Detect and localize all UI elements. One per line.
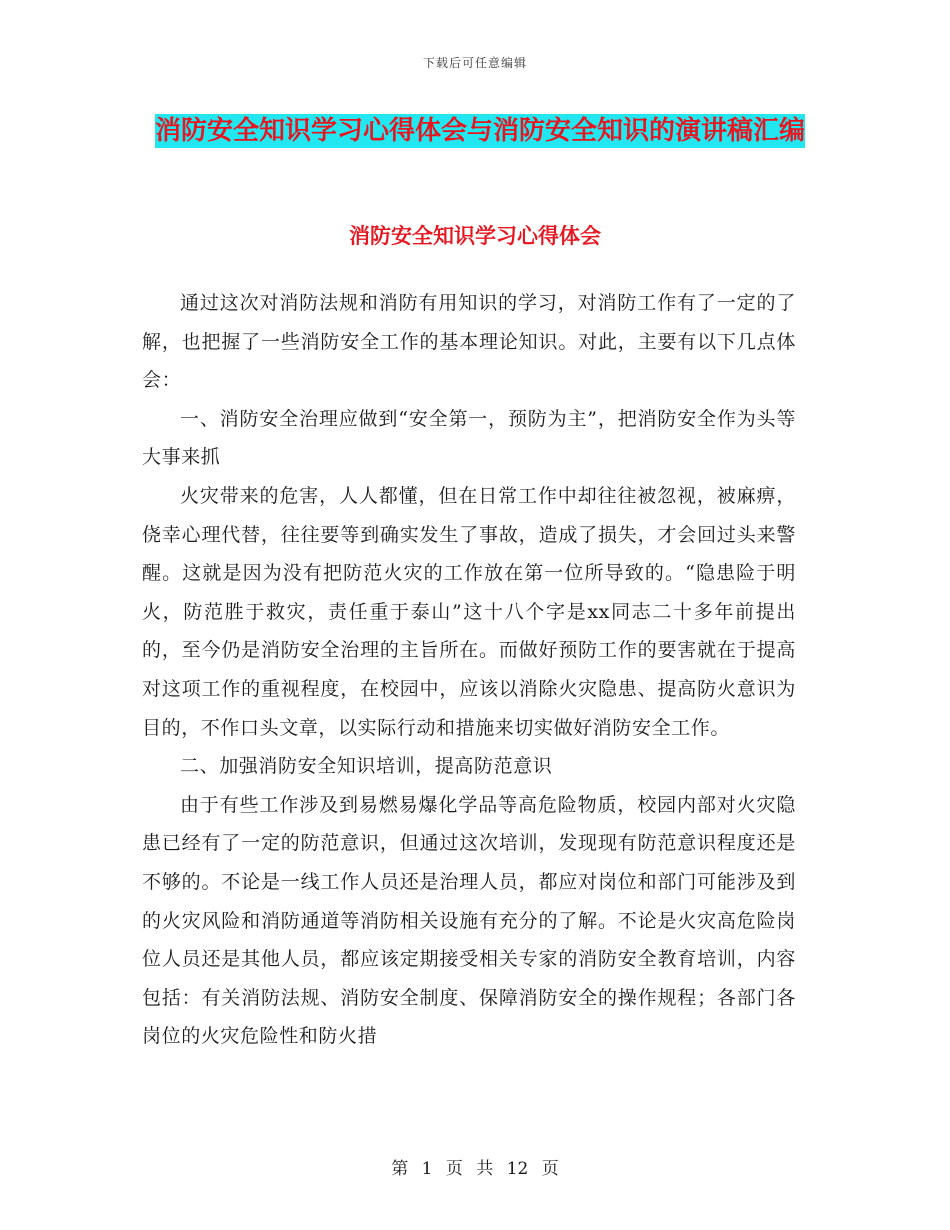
current-page-number: 1	[421, 1159, 433, 1179]
document-title	[150, 108, 810, 154]
total-pages-number: 12	[506, 1159, 529, 1179]
footer-label-total: 共	[476, 1159, 494, 1179]
section-title: 消防安全知识学习心得体会	[349, 224, 601, 248]
footer-label-unit: 页	[445, 1159, 463, 1179]
paragraph: 火灾带来的危害，人人都懂，但在日常工作中却往往被忽视，被麻痹，侥幸心理代替，往往要等到确实发生了事故，造成了损失，才会回过头来警醒。这就是因为没有把防范火灾的工作放在第一位所导致的。“隐患险于明火，防范胜于救灾，责任重于泰山”这十八个字是xx同志二十多年前提出的，至今仍是消防安全治理的主旨所在。而做好预防工作的要害就在于提高对这项工作的重视程度，在校园中，应该以消除火灾隐患、提高防火意识为目的，不作口头文章，以实际行动和措施来切实做好消防安全工作。	[142, 484, 796, 739]
footer-label-page: 第	[391, 1159, 409, 1179]
header-note: 下载后可任意编辑	[422, 56, 527, 70]
paragraph: 二、加强消防安全知识培训，提高防范意识	[180, 755, 553, 778]
paragraph: 由于有些工作涉及到易燃易爆化学品等高危险物质，校园内部对火灾隐患已经有了一定的防范意识，但通过这次培训，发现现有防范意识程度还是不够的。不论是一线工作人员还是治理人员，都应对岗位和部门可能涉及到的火灾风险和消防通道等消防相关设施有充分的了解。不论是火灾高危险岗位人员还是其他人员，都应该定期接受相关专家的消防安全教育培训，内容包括：有关消防法规、消防安全制度、保障消防安全的操作规程；各部门各岗位的火灾危险性和防火措	[142, 793, 796, 1048]
paragraph: 通过这次对消防法规和消防有用知识的学习，对消防工作有了一定的了解，也把握了一些消防安全工作的基本理论知识。对此，主要有以下几点体会：	[142, 292, 796, 392]
footer-label-unit2: 页	[541, 1159, 559, 1179]
body-text	[142, 284, 796, 1056]
page-footer	[0, 1154, 950, 1179]
document-title-text: 消防安全知识学习心得体会与消防安全知识的演讲稿汇编	[154, 116, 805, 146]
paragraph: 一、消防安全治理应做到“安全第一，预防为主”，把消防安全作为头等大事来抓	[142, 407, 796, 469]
